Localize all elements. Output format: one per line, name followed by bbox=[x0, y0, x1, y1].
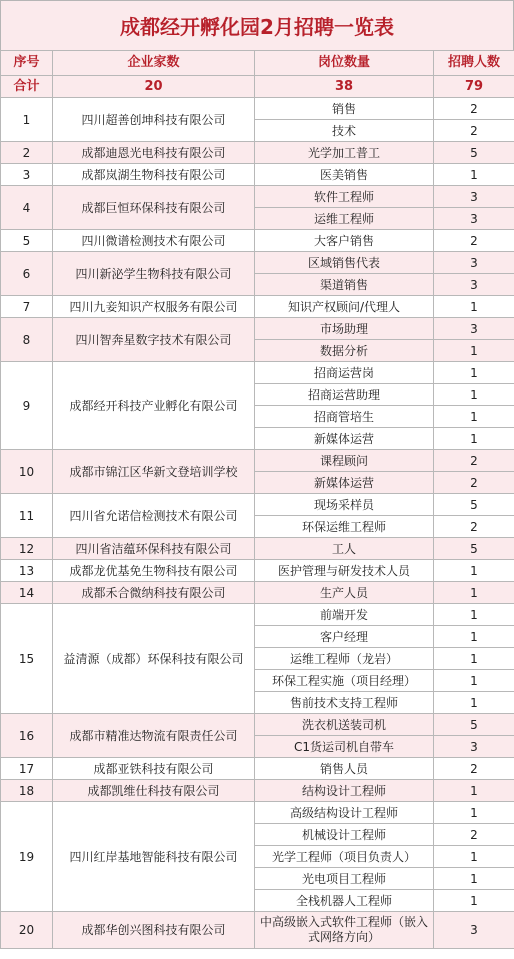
job-title: 课程顾问 bbox=[255, 450, 434, 472]
company-number: 20 bbox=[1, 912, 53, 949]
company-name: 成都迪恩光电科技有限公司 bbox=[53, 142, 255, 164]
job-title: 技术 bbox=[255, 120, 434, 142]
page-title: 成都经开孵化园2月招聘一览表 bbox=[0, 0, 514, 50]
hire-count: 1 bbox=[434, 340, 514, 362]
hire-count: 1 bbox=[434, 890, 514, 912]
company-name: 成都凯维仕科技有限公司 bbox=[53, 780, 255, 802]
company-number: 2 bbox=[1, 142, 53, 164]
hire-count: 2 bbox=[434, 516, 514, 538]
hire-count: 1 bbox=[434, 384, 514, 406]
company-number: 9 bbox=[1, 362, 53, 450]
hire-count: 5 bbox=[434, 714, 514, 736]
hire-count: 2 bbox=[434, 230, 514, 252]
job-title: 结构设计工程师 bbox=[255, 780, 434, 802]
header-company: 企业家数 bbox=[53, 51, 255, 76]
table-row bbox=[1, 780, 514, 802]
header-no: 序号 bbox=[1, 51, 53, 76]
hire-count: 2 bbox=[434, 98, 514, 120]
job-title: 市场助理 bbox=[255, 318, 434, 340]
hire-count: 1 bbox=[434, 362, 514, 384]
job-title: 招商管培生 bbox=[255, 406, 434, 428]
hire-count: 1 bbox=[434, 626, 514, 648]
job-title: 客户经理 bbox=[255, 626, 434, 648]
hire-count: 3 bbox=[434, 736, 514, 758]
job-title: 软件工程师 bbox=[255, 186, 434, 208]
hire-count: 2 bbox=[434, 472, 514, 494]
company-number: 18 bbox=[1, 780, 53, 802]
table-row bbox=[1, 560, 514, 582]
job-title: 生产人员 bbox=[255, 582, 434, 604]
hire-count: 3 bbox=[434, 208, 514, 230]
job-title: 环保运维工程师 bbox=[255, 516, 434, 538]
company-name: 四川超善创坤科技有限公司 bbox=[53, 98, 255, 142]
hire-count: 3 bbox=[434, 252, 514, 274]
table-row bbox=[1, 714, 514, 736]
hire-count: 1 bbox=[434, 582, 514, 604]
company-name: 成都市精准达物流有限责任公司 bbox=[53, 714, 255, 758]
hire-count: 2 bbox=[434, 120, 514, 142]
table-row bbox=[1, 98, 514, 120]
company-name: 成都禾合微纳科技有限公司 bbox=[53, 582, 255, 604]
company-name: 四川智奔星数字技术有限公司 bbox=[53, 318, 255, 362]
job-title: 光学加工普工 bbox=[255, 142, 434, 164]
company-number: 3 bbox=[1, 164, 53, 186]
company-name: 成都亚铁科技有限公司 bbox=[53, 758, 255, 780]
job-title: 运维工程师 bbox=[255, 208, 434, 230]
hire-count: 1 bbox=[434, 802, 514, 824]
company-number: 10 bbox=[1, 450, 53, 494]
company-name: 成都市锦江区华新文登培训学校 bbox=[53, 450, 255, 494]
job-title: 数据分析 bbox=[255, 340, 434, 362]
table-row bbox=[1, 142, 514, 164]
total-hires: 79 bbox=[434, 76, 514, 98]
company-number: 1 bbox=[1, 98, 53, 142]
job-title: 工人 bbox=[255, 538, 434, 560]
job-title: 全栈机器人工程师 bbox=[255, 890, 434, 912]
total-companies: 20 bbox=[53, 76, 255, 98]
company-number: 7 bbox=[1, 296, 53, 318]
hire-count: 1 bbox=[434, 428, 514, 450]
company-number: 5 bbox=[1, 230, 53, 252]
job-title: 新媒体运营 bbox=[255, 472, 434, 494]
table-row bbox=[1, 912, 514, 949]
hire-count: 5 bbox=[434, 142, 514, 164]
table-row bbox=[1, 186, 514, 208]
total-positions: 38 bbox=[255, 76, 434, 98]
job-title: 售前技术支持工程师 bbox=[255, 692, 434, 714]
job-title: 中高级嵌入式软件工程师（嵌入式网络方向） bbox=[255, 912, 434, 949]
recruitment-table bbox=[0, 50, 514, 949]
job-title: 招商运营岗 bbox=[255, 362, 434, 384]
hire-count: 1 bbox=[434, 846, 514, 868]
table-row bbox=[1, 802, 514, 824]
company-name: 四川省允诺信检测技术有限公司 bbox=[53, 494, 255, 538]
table-row bbox=[1, 494, 514, 516]
table-row bbox=[1, 450, 514, 472]
hire-count: 3 bbox=[434, 274, 514, 296]
hire-count: 1 bbox=[434, 692, 514, 714]
header-count: 招聘人数 bbox=[434, 51, 514, 76]
hire-count: 1 bbox=[434, 648, 514, 670]
hire-count: 2 bbox=[434, 758, 514, 780]
table-row bbox=[1, 164, 514, 186]
job-title: 运维工程师（龙岩） bbox=[255, 648, 434, 670]
company-name: 四川红岸基地智能科技有限公司 bbox=[53, 802, 255, 912]
company-number: 11 bbox=[1, 494, 53, 538]
total-label: 合计 bbox=[1, 76, 53, 98]
job-title: 大客户销售 bbox=[255, 230, 434, 252]
job-title: 招商运营助理 bbox=[255, 384, 434, 406]
company-number: 6 bbox=[1, 252, 53, 296]
company-name: 益清源（成都）环保科技有限公司 bbox=[53, 604, 255, 714]
hire-count: 2 bbox=[434, 450, 514, 472]
company-number: 15 bbox=[1, 604, 53, 714]
company-number: 8 bbox=[1, 318, 53, 362]
job-title: 新媒体运营 bbox=[255, 428, 434, 450]
company-name: 四川九妾知识产权服务有限公司 bbox=[53, 296, 255, 318]
total-row bbox=[1, 76, 514, 98]
company-number: 16 bbox=[1, 714, 53, 758]
company-name: 成都岚湖生物科技有限公司 bbox=[53, 164, 255, 186]
hire-count: 3 bbox=[434, 186, 514, 208]
job-title: 光电项目工程师 bbox=[255, 868, 434, 890]
hire-count: 5 bbox=[434, 538, 514, 560]
hire-count: 1 bbox=[434, 604, 514, 626]
job-title: 知识产权顾问/代理人 bbox=[255, 296, 434, 318]
job-title: 前端开发 bbox=[255, 604, 434, 626]
job-title: 销售 bbox=[255, 98, 434, 120]
hire-count: 5 bbox=[434, 494, 514, 516]
company-name: 四川省洁蕴环保科技有限公司 bbox=[53, 538, 255, 560]
company-name: 成都经开科技产业孵化有限公司 bbox=[53, 362, 255, 450]
job-title: 医美销售 bbox=[255, 164, 434, 186]
hire-count: 1 bbox=[434, 296, 514, 318]
job-title: 光学工程师（项目负责人） bbox=[255, 846, 434, 868]
hire-count: 1 bbox=[434, 164, 514, 186]
company-number: 17 bbox=[1, 758, 53, 780]
job-title: 环保工程实施（项目经理） bbox=[255, 670, 434, 692]
job-title: 洗衣机送装司机 bbox=[255, 714, 434, 736]
table-row bbox=[1, 252, 514, 274]
company-number: 19 bbox=[1, 802, 53, 912]
job-title: 渠道销售 bbox=[255, 274, 434, 296]
job-title: 区域销售代表 bbox=[255, 252, 434, 274]
job-title: 现场采样员 bbox=[255, 494, 434, 516]
company-name: 成都华创兴图科技有限公司 bbox=[53, 912, 255, 949]
job-title: 高级结构设计工程师 bbox=[255, 802, 434, 824]
hire-count: 2 bbox=[434, 824, 514, 846]
table-row bbox=[1, 758, 514, 780]
job-title: 医护管理与研发技术人员 bbox=[255, 560, 434, 582]
company-name: 成都巨恒环保科技有限公司 bbox=[53, 186, 255, 230]
hire-count: 1 bbox=[434, 406, 514, 428]
table-row bbox=[1, 538, 514, 560]
company-number: 13 bbox=[1, 560, 53, 582]
table-row bbox=[1, 230, 514, 252]
table-row bbox=[1, 582, 514, 604]
table-row bbox=[1, 318, 514, 340]
header-position: 岗位数量 bbox=[255, 51, 434, 76]
table-row bbox=[1, 362, 514, 384]
company-number: 4 bbox=[1, 186, 53, 230]
company-number: 14 bbox=[1, 582, 53, 604]
job-title: 销售人员 bbox=[255, 758, 434, 780]
hire-count: 1 bbox=[434, 780, 514, 802]
table-row bbox=[1, 296, 514, 318]
hire-count: 1 bbox=[434, 868, 514, 890]
hire-count: 3 bbox=[434, 318, 514, 340]
hire-count: 1 bbox=[434, 560, 514, 582]
company-name: 四川新泌学生物科技有限公司 bbox=[53, 252, 255, 296]
company-number: 12 bbox=[1, 538, 53, 560]
hire-count: 3 bbox=[434, 912, 514, 949]
company-name: 成都龙优基免生物科技有限公司 bbox=[53, 560, 255, 582]
hire-count: 1 bbox=[434, 670, 514, 692]
job-title: C1货运司机自带车 bbox=[255, 736, 434, 758]
table-row bbox=[1, 604, 514, 626]
job-title: 机械设计工程师 bbox=[255, 824, 434, 846]
company-name: 四川微谱检测技术有限公司 bbox=[53, 230, 255, 252]
